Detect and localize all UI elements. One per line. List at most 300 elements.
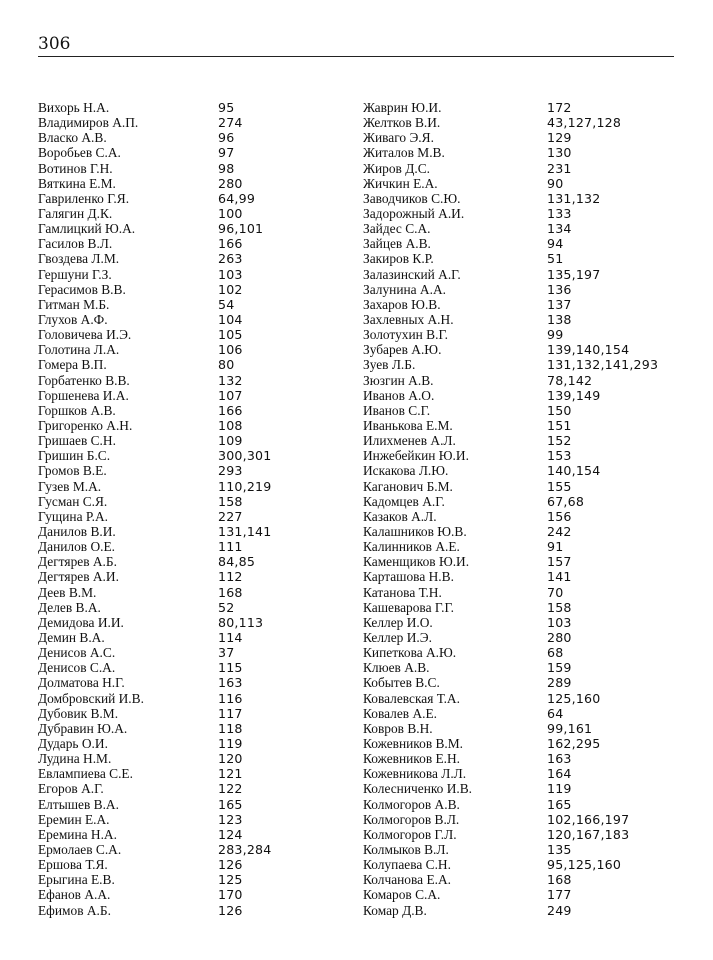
page-references: 123 [218,811,243,827]
index-entry [38,872,358,887]
author-name: Долматова Н.Г. [38,675,125,691]
index-entry [38,327,358,342]
author-name: Григоренко А.Н. [38,418,133,434]
author-name: Колесниченко И.В. [363,781,473,797]
page-references: 94 [547,236,564,252]
index-entry [363,145,683,160]
index-entry [363,827,683,842]
page-references: 96,101 [218,221,264,237]
author-name: Зубарев А.Ю. [363,342,442,358]
page-references: 108 [218,418,243,434]
page-references: 162,295 [547,735,601,751]
page-references: 52 [218,599,235,615]
page-references: 163 [547,751,572,767]
index-entry [363,221,683,236]
index-entry [363,887,683,902]
author-name: Горшков А.В. [38,402,116,418]
index-entry [363,630,683,645]
author-name: Колмыков В.Л. [363,841,449,857]
author-name: Иванов С.Г. [363,402,431,418]
author-name: Гершуни Г.З. [38,266,112,282]
page-references: 102,166,197 [547,811,630,827]
author-name: Келлер И.О. [363,614,433,630]
page-references: 155 [547,478,572,494]
index-entry [38,690,358,705]
author-name: Искакова Л.Ю. [363,463,449,479]
author-name: Гущина Р.А. [38,508,108,524]
page-references: 78,142 [547,372,593,388]
index-entry [38,479,358,494]
author-name: Катанова Т.Н. [363,584,442,600]
author-name: Залунина А.А. [363,281,446,297]
author-name: Герасимов В.В. [38,281,126,297]
index-entry [363,494,683,509]
page-references: 289 [547,675,572,691]
page-references: 99,161 [547,720,593,736]
page-references: 135,197 [547,266,601,282]
page-references: 68 [547,645,564,661]
page-references: 134 [547,221,572,237]
index-entry [363,357,683,372]
index-entry [38,857,358,872]
author-name: Головичева И.Э. [38,327,132,343]
page-references: 166 [218,236,243,252]
author-name: Карташова Н.В. [363,569,454,585]
page-references: 95,125,160 [547,857,622,873]
author-name: Ковалев А.Е. [363,705,438,721]
page-references: 70 [547,584,564,600]
index-entry [363,509,683,524]
index-entry [38,191,358,206]
index-entry [38,539,358,554]
index-entry [38,100,358,115]
author-name: Ковров В.Н. [363,720,433,736]
author-name: Кожевников В.М. [363,735,464,751]
author-name: Дубравин Ю.А. [38,720,128,736]
page-references: 98 [218,160,235,176]
author-name: Калашников Ю.В. [363,524,467,539]
page-references: 84,85 [218,554,256,570]
author-name: Гусман С.Я. [38,493,108,509]
page-references: 135 [547,841,572,857]
index-entry [363,267,683,282]
author-name: Дударь О.И. [38,735,108,751]
page-references: 119 [547,781,572,797]
index-entry [363,902,683,917]
index-entry [363,176,683,191]
page-references: 150 [547,402,572,418]
page-references: 231 [547,160,572,176]
index-entry [363,251,683,266]
page-references: 158 [218,493,243,509]
index-entry [363,100,683,115]
page-references: 97 [218,145,235,161]
author-name: Колупаева С.Н. [363,857,451,873]
page-references: 107 [218,387,243,403]
author-name: Иванькова Е.М. [363,418,453,434]
page-references: 104 [218,312,243,328]
page-references: 67,68 [547,493,585,509]
page-references: 111 [218,539,243,555]
author-name: Власко А.В. [38,130,107,146]
page-references: 136 [547,281,572,297]
index-entry [38,221,358,236]
author-name: Еремин Е.А. [38,811,110,827]
page-references: 132 [218,372,243,388]
page-references: 283,284 [218,841,272,857]
author-name: Илихменев А.Л. [363,433,456,449]
author-name: Кипеткова А.Ю. [363,645,457,661]
page-references: 130 [547,145,572,161]
page-references: 166 [218,402,243,418]
author-name: Ковалевская Т.А. [363,690,460,706]
author-name: Владимиров А.П. [38,115,139,131]
author-name: Инжебейкин Ю.И. [363,448,469,464]
author-name: Казаков А.Л. [363,508,437,524]
author-name: Житалов М.В. [363,145,445,161]
page-references: 249 [547,902,572,918]
header-rule [38,56,674,57]
index-entry [38,433,358,448]
index-entry [363,463,683,478]
author-name: Гришин Б.С. [38,448,111,464]
author-name: Колчанова Е.А. [363,872,451,888]
author-name: Дубовик В.М. [38,705,119,721]
index-entry [38,342,358,357]
author-name: Заводчиков С.Ю. [363,190,461,206]
page-references: 122 [218,781,243,797]
index-column-left [38,100,358,918]
page-references: 300,301 [218,448,272,464]
index-entry [38,524,358,539]
author-name: Дегтярев А.Б. [38,554,117,570]
index-entry [363,736,683,751]
page-references: 121 [218,766,243,782]
page-references: 168 [547,872,572,888]
author-name: Калинников А.Е. [363,539,460,555]
page-references: 151 [547,418,572,434]
page-references: 90 [547,175,564,191]
index-entry [38,585,358,600]
author-name: Кожевникова Л.Л. [363,766,467,782]
index-entry [363,645,683,660]
author-name: Гитман М.Б. [38,296,110,312]
index-entry [38,887,358,902]
author-name: Колмогоров В.Л. [363,811,460,827]
author-name: Колмогоров А.В. [363,796,460,812]
page-references: 168 [218,584,243,600]
page-references: 100 [218,206,243,222]
page-references: 280 [218,175,243,191]
index-entry [363,448,683,463]
page-references: 280 [547,629,572,645]
page-references: 117 [218,705,243,721]
page-references: 138 [547,312,572,328]
index-entry [363,554,683,569]
page-references: 227 [218,508,243,524]
index-entry [38,615,358,630]
page-references: 64 [547,705,564,721]
author-name: Горбатенко В.В. [38,372,130,388]
page-references: 109 [218,433,243,449]
author-name: Гришаев С.Н. [38,433,116,449]
page-references: 125 [218,872,243,888]
author-name: Кожевников Е.Н. [363,751,461,767]
page-references: 106 [218,342,243,358]
index-entry [363,751,683,766]
index-entry [363,675,683,690]
index-entry [38,448,358,463]
page-references: 118 [218,720,243,736]
page-references: 141 [547,569,572,585]
page-references: 139,149 [547,387,601,403]
author-name: Желтков В.И. [363,115,441,131]
index-entry [363,615,683,630]
page-references: 126 [218,857,243,873]
author-name: Живаго Э.Я. [363,130,434,146]
index-entry [363,433,683,448]
author-name: Гомера В.П. [38,357,107,373]
index-entry [363,327,683,342]
index-entry [38,645,358,660]
index-entry [363,479,683,494]
page-references: 177 [547,887,572,903]
index-entry [38,297,358,312]
author-name: Гасилов В.Л. [38,236,113,252]
page-references: 133 [547,206,572,222]
author-name: Кашеварова Г.Г. [363,599,455,615]
index-entry [38,312,358,327]
author-name: Дегтярев А.И. [38,569,119,585]
index-entry [363,312,683,327]
page-references: 112 [218,569,243,585]
author-name: Глухов А.Ф. [38,312,108,328]
author-name: Ефанов А.А. [38,887,111,903]
author-name: Колмогоров Г.Л. [363,826,457,842]
page-references: 103 [547,614,572,630]
index-entry [38,766,358,781]
index-entry [38,176,358,191]
author-name: Ермолаев С.А. [38,841,122,857]
author-name: Домбровский И.В. [38,690,144,706]
page-references: 140,154 [547,463,601,479]
author-name: Голотина Л.А. [38,342,120,358]
author-name: Зюзгин А.В. [363,372,434,388]
index-entry [363,388,683,403]
index-entry [363,766,683,781]
page-references: 37 [218,645,235,661]
author-name: Каменщиков Ю.И. [363,554,470,570]
page-references: 95 [218,100,235,116]
page-references: 51 [547,251,564,267]
index-entry [38,630,358,645]
page-references: 103 [218,266,243,282]
index-entry [38,388,358,403]
index-entry [363,857,683,872]
author-name: Егоров А.Г. [38,781,104,797]
index-entry [38,494,358,509]
page-references: 120 [218,751,243,767]
index-entry [38,569,358,584]
index-entry [363,842,683,857]
page-references: 114 [218,629,243,645]
index-entry [363,600,683,615]
author-name: Демидова И.И. [38,614,124,630]
author-name: Гамлицкий Ю.А. [38,221,136,237]
author-name: Ефимов А.Б. [38,902,111,918]
page-references: 115 [218,660,243,676]
index-entry [363,721,683,736]
index-entry [38,660,358,675]
index-entry [363,115,683,130]
index-entry [38,751,358,766]
page-references: 126 [218,902,243,918]
index-entry [363,342,683,357]
author-name: Горшенева И.А. [38,387,129,403]
page-references: 96 [218,130,235,146]
page-references: 165 [218,796,243,812]
index-entry [363,872,683,887]
index-entry [38,282,358,297]
index-entry [363,130,683,145]
author-name: Комаров С.А. [363,887,441,903]
author-name: Гузев М.А. [38,478,102,494]
index-entry [38,902,358,917]
author-name: Евлампиева С.Е. [38,766,133,782]
index-entry [38,706,358,721]
author-name: Вяткина Е.М. [38,175,116,191]
index-entry [38,418,358,433]
index-entry [38,554,358,569]
page-references: 153 [547,448,572,464]
page-references: 172 [547,100,572,116]
index-entry [38,509,358,524]
index-entry [363,539,683,554]
author-name: Елтышев В.А. [38,796,119,812]
author-name: Задорожный А.И. [363,206,465,222]
author-name: Еремина Н.А. [38,826,117,842]
index-entry [363,796,683,811]
index-entry [38,781,358,796]
index-entry [38,600,358,615]
author-name: Келлер И.Э. [363,629,432,645]
author-name: Данилов В.И. [38,524,116,539]
page-references: 165 [547,796,572,812]
page-references: 159 [547,660,572,676]
author-name: Воробьев С.А. [38,145,121,161]
page-references: 105 [218,327,243,343]
author-name: Ершова Т.Я. [38,857,108,873]
author-name: Кобытев В.С. [363,675,440,691]
author-name: Иванов А.О. [363,387,435,403]
index-entry [38,796,358,811]
index-entry [38,115,358,130]
page-references: 137 [547,296,572,312]
author-name: Лудина Н.М. [38,751,112,767]
index-entry [363,569,683,584]
page-references: 119 [218,735,243,751]
author-name: Вотинов Г.Н. [38,160,113,176]
index-entry [38,130,358,145]
page-references: 124 [218,826,243,842]
page-references: 164 [547,766,572,782]
index-entry [38,842,358,857]
page-references: 131,132 [547,190,601,206]
author-name: Вихорь Н.А. [38,100,110,116]
page-references: 131,132,141,293 [547,357,659,373]
index-entry [38,812,358,827]
page-references: 54 [218,296,235,312]
author-name: Закиров К.Р. [363,251,434,267]
author-name: Залазинский А.Г. [363,266,461,282]
index-entry [363,418,683,433]
page-references: 91 [547,539,564,555]
page-references: 80 [218,357,235,373]
page-references: 263 [218,251,243,267]
page-references: 293 [218,463,243,479]
page-references: 125,160 [547,690,601,706]
author-name: Зуев Л.Б. [363,357,416,373]
index-entry [363,524,683,539]
index-entry [38,251,358,266]
author-name: Золотухин В.Г. [363,327,449,343]
author-name: Гвоздева Л.М. [38,251,120,267]
author-name: Каганович Б.М. [363,478,453,494]
index-entry [363,297,683,312]
author-name: Демин В.А. [38,629,105,645]
index-entry [363,690,683,705]
page-number: 306 [38,34,71,54]
page-references: 129 [547,130,572,146]
page-references: 170 [218,887,243,903]
author-name: Жиров Д.С. [363,160,430,176]
index-entry [363,781,683,796]
page-references: 163 [218,675,243,691]
index-entry [38,736,358,751]
author-name: Клюев А.В. [363,660,430,676]
index-entry [363,282,683,297]
index-entry [363,191,683,206]
index-column-right [363,100,683,918]
index-entry [38,463,358,478]
page-references: 64,99 [218,190,256,206]
author-name: Кадомцев А.Г. [363,493,445,509]
page-references: 274 [218,115,243,131]
page-references: 242 [547,524,572,539]
author-name: Жаврин Ю.И. [363,100,442,116]
index-entry [38,267,358,282]
index-entry [363,373,683,388]
index-entry [363,706,683,721]
index-entry [38,236,358,251]
page-references: 131,141 [218,524,272,539]
index-entry [38,373,358,388]
index-entry [38,357,358,372]
page-references: 116 [218,690,243,706]
index-entry [38,161,358,176]
author-name: Делев В.А. [38,599,101,615]
index-entry [38,206,358,221]
page-references: 102 [218,281,243,297]
author-name: Захлевных А.Н. [363,312,454,328]
index-entry [38,403,358,418]
index-entry [363,660,683,675]
index-entry [38,721,358,736]
page-references: 156 [547,508,572,524]
index-entry [363,585,683,600]
page-references: 120,167,183 [547,826,630,842]
author-name: Комар Д.В. [363,902,427,918]
